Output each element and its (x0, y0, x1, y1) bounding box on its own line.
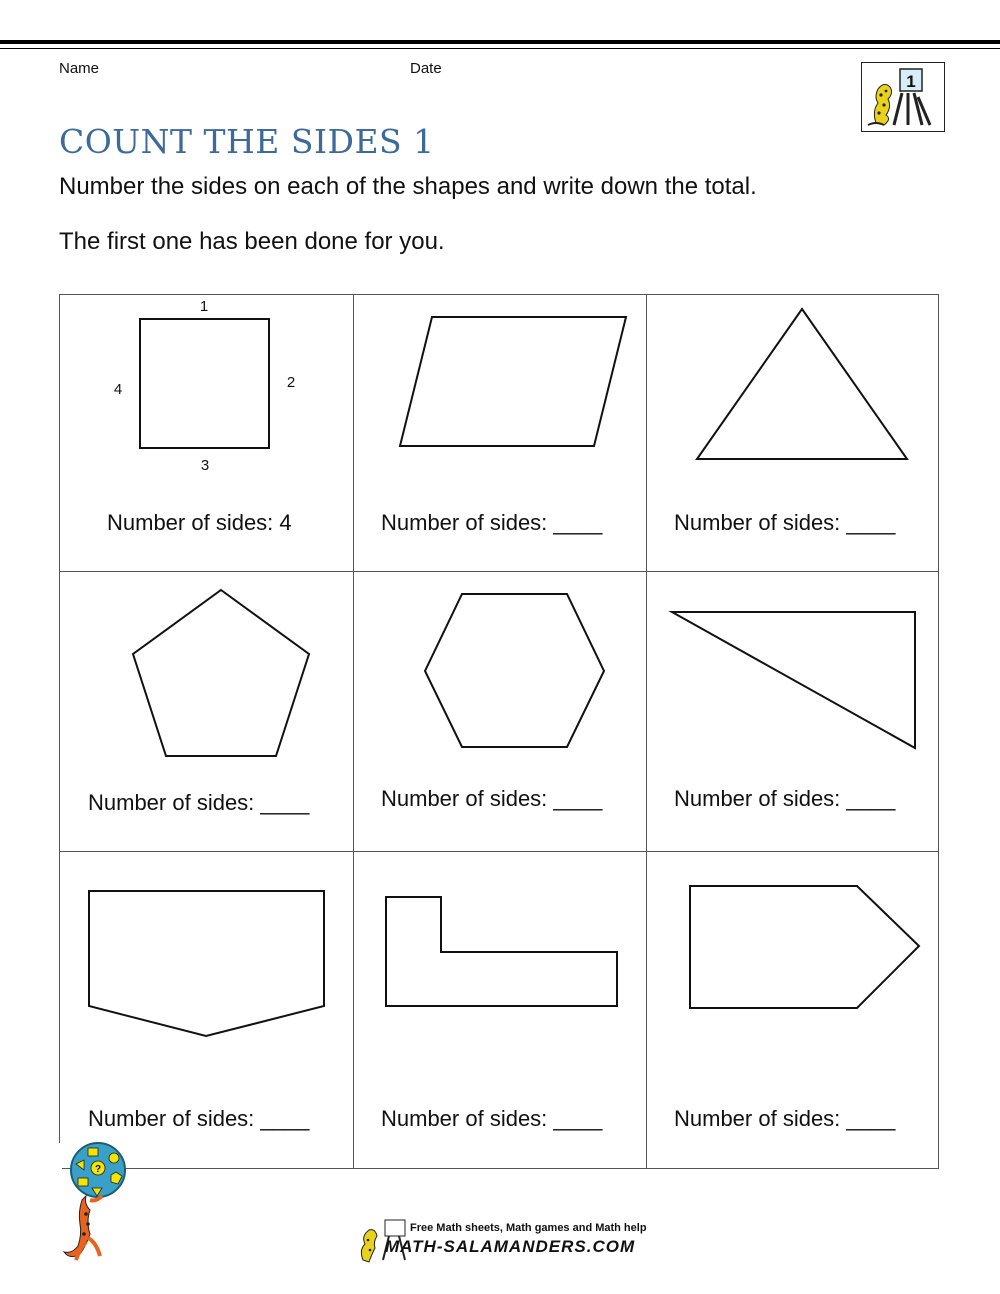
grade-number: 1 (906, 72, 916, 91)
cell-2-caption: Number of sides: ____ (381, 510, 603, 535)
footer-site[interactable]: MATH-SALAMANDERS.COM (385, 1237, 636, 1256)
cell-3-caption: Number of sides: ____ (674, 510, 896, 535)
footer-tagline: Free Math sheets, Math games and Math help (410, 1222, 647, 1234)
instruction-line-2: The first one has been done for you. (59, 228, 445, 255)
side-label-2: 2 (286, 374, 296, 391)
cell-6-caption: Number of sides: ____ (674, 786, 896, 811)
svg-text:?: ? (94, 1164, 102, 1175)
arrow-pentagon-shape (690, 886, 919, 1008)
side-label-4: 4 (113, 381, 123, 398)
cell-9-caption: Number of sides: ____ (674, 1106, 896, 1131)
irregular-pentagon-shape (89, 891, 324, 1036)
triangle-shape (697, 309, 907, 459)
page-title: COUNT THE SIDES 1 (59, 122, 435, 161)
salamander-globe-icon (56, 1138, 136, 1264)
instruction-line-1: Number the sides on each of the shapes and write down the total. (59, 173, 757, 200)
pentagon-shape (133, 590, 309, 756)
cell-7-caption: Number of sides: ____ (88, 1106, 310, 1131)
parallelogram-shape (400, 317, 626, 446)
cell-1-caption: Number of sides: 4 (107, 510, 292, 535)
side-label-1: 1 (199, 298, 209, 315)
cell-5-caption: Number of sides: ____ (381, 786, 603, 811)
name-label: Name (59, 60, 100, 77)
cell-4-caption: Number of sides: ____ (88, 790, 310, 815)
right-triangle-shape (672, 612, 915, 748)
square-shape (140, 319, 269, 448)
side-label-3: 3 (200, 457, 210, 474)
cell-8-caption: Number of sides: ____ (381, 1106, 603, 1131)
date-label: Date (410, 60, 442, 77)
l-shape (386, 897, 617, 1006)
hexagon-shape (425, 594, 604, 747)
